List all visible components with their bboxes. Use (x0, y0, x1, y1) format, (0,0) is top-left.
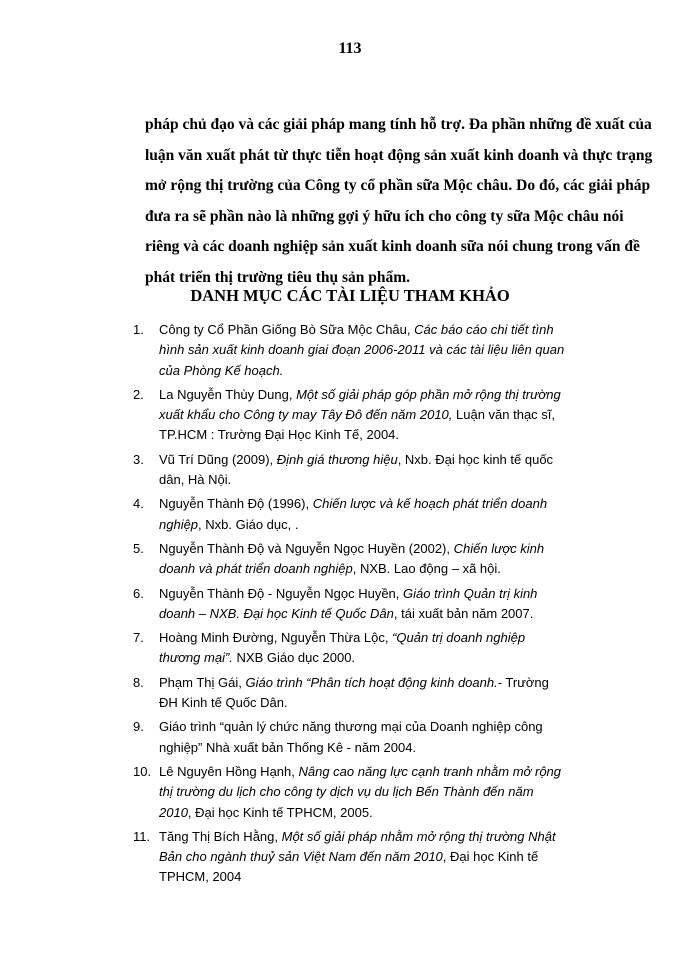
intro-line: phát triển thị trường tiêu thụ sản phẩm. (145, 268, 411, 286)
reference-text: Nguyễn Thành Độ - Nguyễn Ngọc Huyền, (159, 585, 404, 601)
reference-text: Luận văn thạc sĩ, TP.HCM : Trường Đại Học Kinh Tế, 2004. (159, 407, 556, 443)
intro-line: luận văn xuất phát từ thực tiễn hoạt động sản xuất kinh doanh và thực trạng (145, 146, 653, 164)
reference-text: , Đại học Kinh tế TPHCM, 2004 (159, 849, 539, 885)
reference-title: Nâng cao năng lực cạnh tranh nhằm mở rộng thị trường du lịch cho công ty dịch vụ du lịch Bến Thành đến năm 2010 (159, 763, 562, 820)
reference-number: 10. (133, 763, 152, 779)
reference-item (133, 584, 565, 625)
reference-text: Lê Nguyên Hồng Hạnh, (159, 763, 299, 779)
reference-text: Tăng Thị Bích Hằng, (159, 828, 282, 844)
reference-number: 6. (133, 585, 144, 601)
reference-text: Giáo trình “quản lý chức năng thương mại của Doanh nghiệp công nghiệp” Nhà xuất bản Thống Kê - năm 2004. (159, 719, 543, 755)
intro-paragraph (145, 110, 653, 293)
reference-item (133, 494, 565, 535)
reference-item (133, 673, 565, 714)
intro-line: mở rộng thị trường của Công ty cổ phần sữa Mộc châu. Do đó, các giải pháp (145, 177, 651, 194)
reference-number: 2. (133, 386, 144, 402)
reference-title: Một số giải pháp nhằm mở rộng thị trường Nhật Bản cho ngành thuỷ sản Việt Nam đến năm 2010 (159, 828, 556, 865)
references-heading: DANH MỤC CÁC TÀI LIỆU THAM KHẢO (190, 286, 510, 305)
reference-text: , Nxb. Giáo dục, . (198, 516, 299, 532)
reference-item (133, 628, 565, 669)
reference-text: , Nxb. Đại học kinh tế quốc dân, Hà Nội. (159, 451, 554, 488)
reference-title: “Quản trị doanh nghiệp thương mại”. (159, 630, 526, 666)
reference-title: Chiến lược kinh doanh và phát triển doanh nghiệp (159, 540, 545, 577)
reference-title: Giáo trình “Phân tích hoạt động kinh doanh. (245, 674, 498, 690)
reference-text: , NXB. Lao động – xã hội. (352, 561, 501, 577)
reference-title: Một số giải pháp góp phần mở rộng thị trường xuất khẩu cho Công ty may Tây Đô đến năm 2010, (159, 386, 561, 423)
reference-number: 3. (133, 451, 144, 467)
reference-text: , Đại học Kinh tế TPHCM, 2005. (187, 804, 373, 820)
reference-item (133, 539, 565, 580)
reference-item (133, 827, 565, 888)
reference-text: Hoàng Minh Đường, Nguyễn Thừa Lộc, (159, 630, 393, 646)
reference-item (133, 450, 565, 491)
reference-number: 4. (133, 496, 144, 512)
page-number: 113 (338, 40, 362, 57)
reference-item (133, 717, 565, 758)
reference-text: Vũ Trí Dũng (2009), (159, 451, 277, 467)
reference-number: 11. (133, 828, 151, 844)
reference-number: 7. (133, 630, 144, 646)
reference-title: Giáo trình Quản trị kinh doanh – NXB. Đại học Kinh tế Quốc Dân (159, 585, 538, 621)
intro-line: đưa ra sẽ phần nào là những gợi ý hữu ích cho công ty sữa Mộc châu nói (145, 207, 624, 225)
reference-text: Nguyễn Thành Độ và Nguyễn Ngọc Huyền (2002), (159, 540, 454, 556)
reference-text: , tái xuất bản năm 2007. (393, 605, 534, 621)
reference-item (133, 762, 565, 823)
reference-number: 1. (133, 322, 144, 337)
reference-number: 8. (133, 674, 144, 690)
reference-text: - Trường ĐH Kinh tế Quốc Dân. (159, 674, 549, 711)
reference-text: La Nguyễn Thùy Dung, (159, 386, 297, 402)
reference-text: Nguyễn Thành Độ (1996), (159, 496, 313, 512)
intro-line: pháp chủ đạo và các giải pháp mang tính hỗ trợ. Đa phần những đề xuất của (145, 116, 652, 133)
reference-item (133, 320, 565, 381)
reference-title: Định giá thương hiệu (276, 451, 398, 467)
reference-number: 9. (133, 719, 144, 735)
reference-text: Phạm Thị Gái, (159, 674, 246, 690)
intro-line: riêng và các doanh nghiệp sản xuất kinh doanh sữa nói chung trong vấn đề (145, 238, 640, 255)
reference-list (133, 320, 565, 892)
reference-title: Các báo cáo chi tiết tình hình sản xuất kinh doanh giai đoạn 2006-2011 và các tài liệu liên quan của Phòng Kế hoạch. (159, 322, 565, 378)
reference-text: Công ty Cổ Phần Giống Bò Sữa Mộc Châu, (159, 322, 415, 337)
reference-title: Chiến lược và kế hoạch phát triển doanh nghiệp (159, 496, 548, 532)
reference-number: 5. (133, 540, 144, 556)
reference-text: NXB Giáo dục 2000. (232, 650, 356, 666)
reference-item (133, 385, 565, 446)
